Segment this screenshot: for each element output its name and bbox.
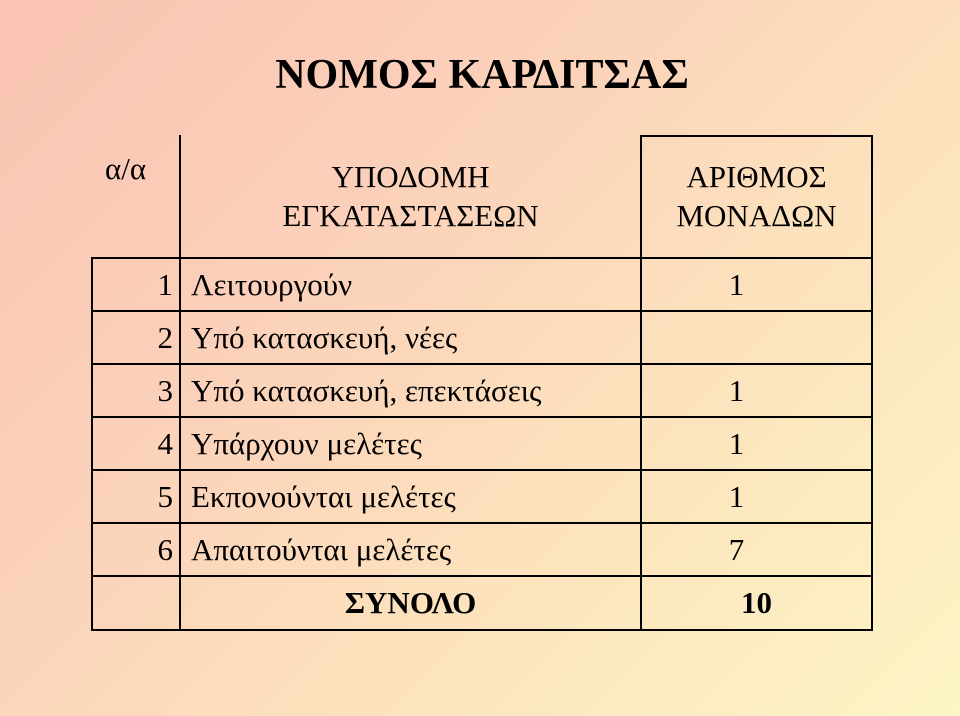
column-header-units [641, 136, 872, 258]
row-index: 5 [92, 470, 180, 523]
table-row [92, 470, 872, 523]
table-total-row [92, 576, 872, 630]
row-units: 1 [641, 364, 872, 417]
table-row [92, 417, 872, 470]
column-header-index [92, 136, 180, 258]
column-header-units-line1: ΑΡΙΘΜΟΣ [686, 159, 827, 195]
total-row-index [92, 576, 180, 630]
installations-table [91, 135, 873, 631]
row-units: 1 [641, 417, 872, 470]
row-index: 4 [92, 417, 180, 470]
table-row [92, 311, 872, 364]
table-row [92, 523, 872, 576]
row-index: 6 [92, 523, 180, 576]
row-index: 3 [92, 364, 180, 417]
total-value: 10 [641, 576, 872, 630]
row-index: 1 [92, 258, 180, 311]
table-row [92, 364, 872, 417]
row-units: 1 [641, 470, 872, 523]
column-header-infrastructure [180, 136, 641, 258]
table-header-row [92, 136, 872, 258]
column-header-infrastructure-line1: ΥΠΟΔΟΜΗ [331, 159, 490, 195]
column-header-infrastructure-line2: ΕΓΚΑΤΑΣΤΑΣΕΩΝ [282, 198, 539, 233]
column-header-units-line2: ΜΟΝΑΔΩΝ [676, 198, 837, 233]
row-description: Εκπονούνται μελέτες [180, 470, 641, 523]
row-index: 2 [92, 311, 180, 364]
row-units: 7 [641, 523, 872, 576]
row-description: Λειτουργούν [180, 258, 641, 311]
row-description: Απαιτούνται μελέτες [180, 523, 641, 576]
row-description: Υπό κατασκευή, νέες [180, 311, 641, 364]
row-units [641, 311, 872, 364]
page-title: ΝΟΜΟΣ ΚΑΡΔΙΤΣΑΣ [275, 52, 689, 98]
total-label: ΣΥΝΟΛΟ [180, 576, 641, 630]
column-header-index-label: α/α [105, 151, 147, 186]
table-row [92, 258, 872, 311]
row-description: Υπάρχουν μελέτες [180, 417, 641, 470]
row-units: 1 [641, 258, 872, 311]
row-description: Υπό κατασκευή, επεκτάσεις [180, 364, 641, 417]
